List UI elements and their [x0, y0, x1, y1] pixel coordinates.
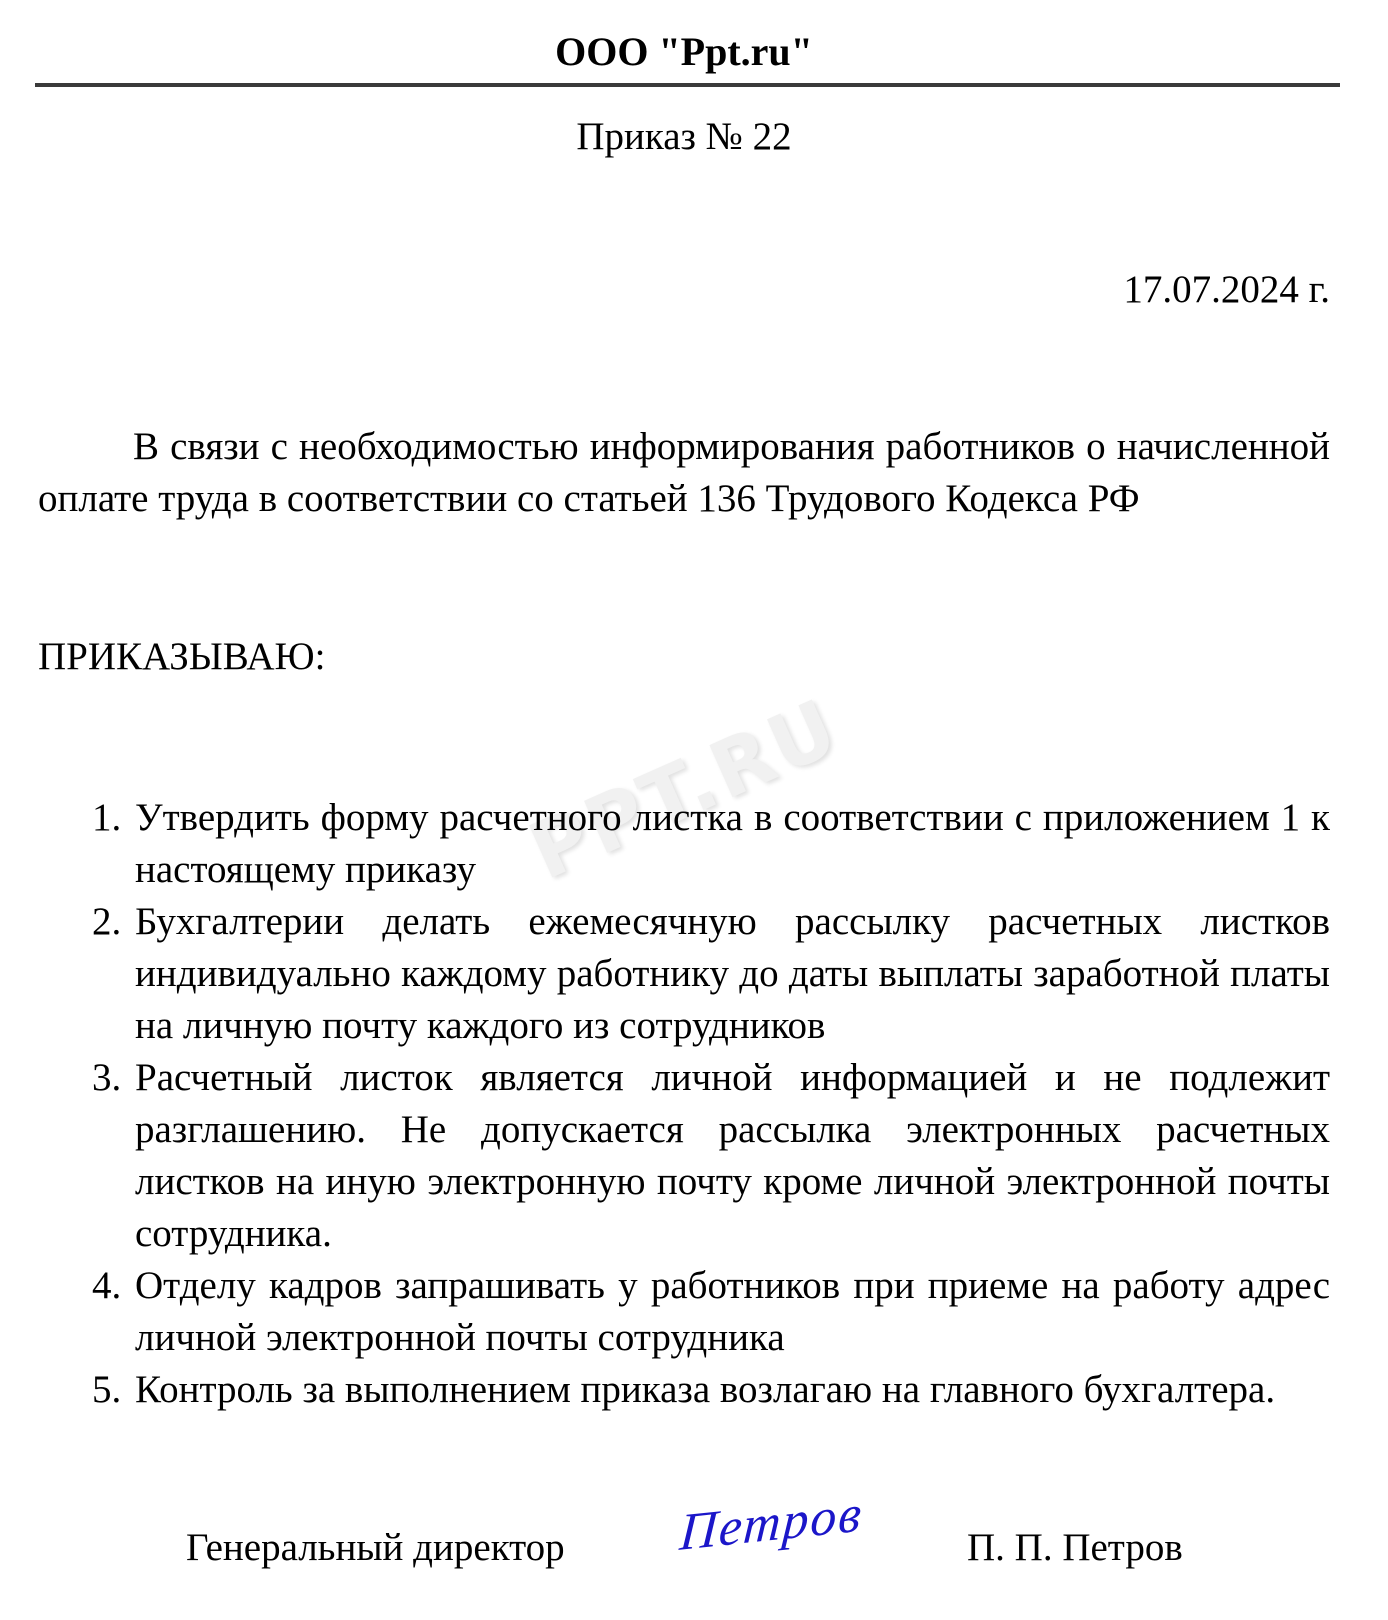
intro-paragraph: В связи с необходимостью информирования работников о начисленной оплате труда в соответствии со статьей 136 Трудового Кодекса РФ: [38, 425, 1330, 520]
ppt-ru-watermark: PPT.RU: [516, 682, 852, 898]
order-item-3: Расчетный листок является личной информацией и не подлежит разглашению. Не допускается рассылка электронных расчетных листков на иную электронную почту кроме личной электронной почты сотрудника.: [135, 1056, 1330, 1255]
order-date: 17.07.2024 г.: [1123, 268, 1330, 311]
signature-row: [38, 1485, 1330, 1582]
signature-autograph: Петров: [677, 1485, 865, 1563]
order-item-2: Бухгалтерии делать ежемесячную рассылку расчетных листков индивидуально каждому работнику до даты выплаты заработной платы на личную почту каждого из сотрудников: [135, 900, 1330, 1047]
signer-name: П. П. Петров: [967, 1526, 1183, 1569]
order-item-5: Контроль за выполнением приказа возлагаю на главного бухгалтера.: [135, 1368, 1276, 1411]
signer-position-label: Генеральный директор: [186, 1526, 565, 1569]
order-items-list: [38, 792, 1330, 1416]
decree-heading: ПРИКАЗЫВАЮ:: [38, 635, 326, 678]
order-item-1: Утвердить форму расчетного листка в соответствии с приложением 1 к настоящему приказу: [135, 796, 1330, 891]
header-rule: [35, 83, 1340, 87]
order-item-4: Отделу кадров запрашивать у работников при приеме на работу адрес личной электронной почты сотрудника: [135, 1264, 1330, 1359]
company-name: ООО "Ppt.ru": [555, 29, 813, 74]
order-title: Приказ № 22: [576, 115, 792, 158]
